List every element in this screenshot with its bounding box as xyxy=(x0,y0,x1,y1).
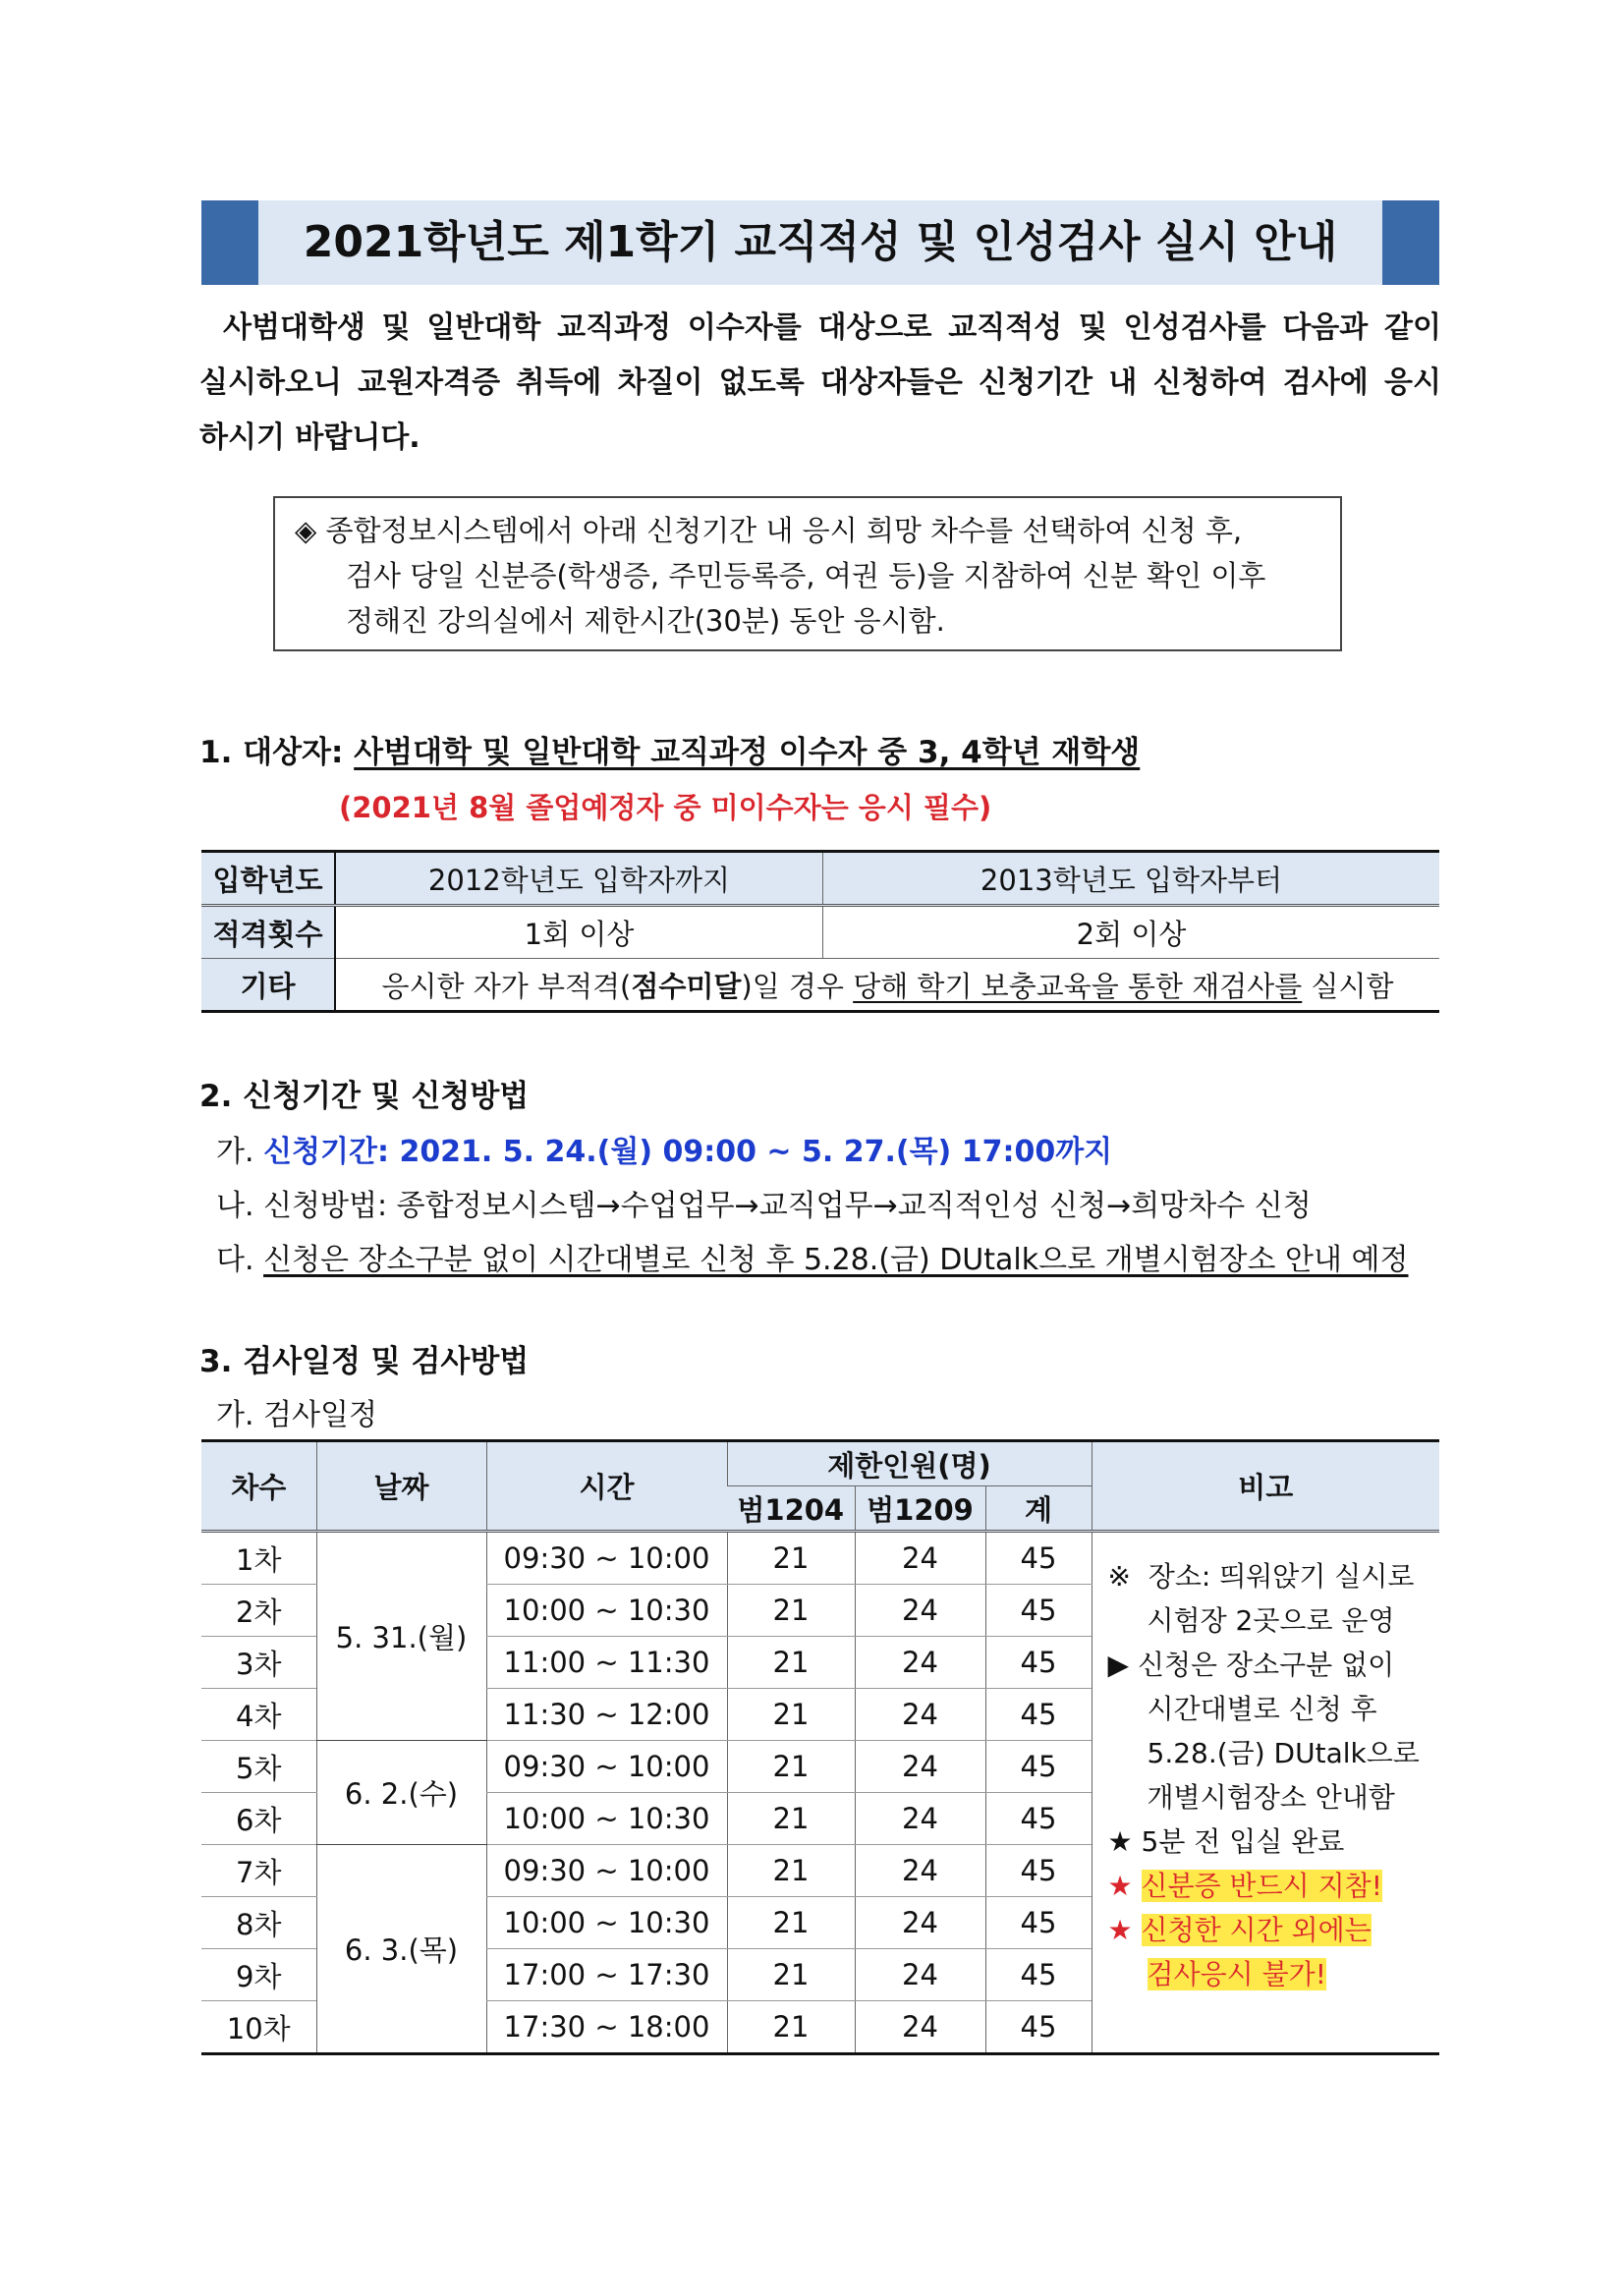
remarks-cell xyxy=(1092,1532,1439,2054)
header-time: 시간 xyxy=(486,1441,727,1532)
section3-heading: 3. 검사일정 및 검사방법 xyxy=(199,1344,530,1379)
section1-target: 사범대학 및 일반대학 교직과정 이수자 중 3, 4학년 재학생 xyxy=(354,735,1141,770)
cell-room2: 24 xyxy=(855,1637,985,1689)
section2-heading: 2. 신청기간 및 신청방법 xyxy=(199,1079,530,1114)
table-row xyxy=(201,1532,1439,1585)
remark-3-text: 5분 전 입실 완료 xyxy=(1141,1825,1345,1858)
cell-total: 45 xyxy=(985,1532,1092,1585)
remark-4 xyxy=(1108,1864,1434,1908)
cell-etc xyxy=(335,959,1439,1012)
remark-2-d: 개별시험장소 안내함 xyxy=(1147,1781,1395,1814)
red-star-icon: ★ xyxy=(1107,1914,1133,1946)
etc-text-c: 실시함 xyxy=(1302,969,1394,1003)
remark-1-b: 시험장 2곳으로 운영 xyxy=(1147,1604,1395,1637)
intro-line-3: 하시기 바랍니다. xyxy=(199,420,420,455)
red-star-icon: ★ xyxy=(1107,1870,1133,1902)
cell-total: 45 xyxy=(985,1949,1092,2001)
intro-line-2: 실시하오니 교원자격증 취득에 차질이 없도록 대상자들은 신청기간 내 신청하여 검사에 응시 xyxy=(199,365,1441,400)
cell-room1: 21 xyxy=(727,1845,855,1897)
cell-room1: 21 xyxy=(727,1741,855,1793)
cell-room2: 24 xyxy=(855,1689,985,1741)
cell-room2: 24 xyxy=(855,1741,985,1793)
title-banner xyxy=(201,200,1439,285)
cell-round: 1차 xyxy=(201,1532,316,1585)
section3-sub-a: 가. 검사일정 xyxy=(216,1398,377,1432)
cell-total: 45 xyxy=(985,1585,1092,1637)
cell-time: 09:30 ~ 10:00 xyxy=(486,1741,727,1793)
cell-round: 3차 xyxy=(201,1637,316,1689)
cell-count-2: 2회 이상 xyxy=(823,906,1440,959)
section2-item-c xyxy=(216,1235,1409,1278)
table-row xyxy=(201,959,1439,1012)
cell-room1: 21 xyxy=(727,2001,855,2054)
cell-total: 45 xyxy=(985,1845,1092,1897)
cell-date: 6. 3.(목) xyxy=(316,1845,486,2054)
remark-5 xyxy=(1108,1908,1434,1952)
remark-3 xyxy=(1108,1820,1434,1864)
intro-paragraph xyxy=(199,301,1441,411)
cell-room2: 24 xyxy=(855,2001,985,2054)
remark-5-b: 검사응시 불가! xyxy=(1147,1958,1326,1990)
cell-time: 10:00 ~ 10:30 xyxy=(486,1585,727,1637)
section1-note: (2021년 8월 졸업예정자 중 미이수자는 응시 필수) xyxy=(339,791,992,824)
remark-5-b-wrap xyxy=(1108,1952,1434,1996)
cell-total: 45 xyxy=(985,1741,1092,1793)
table-row xyxy=(201,852,1439,906)
header-room-1204: 범1204 xyxy=(727,1486,855,1532)
table-header-row xyxy=(201,1441,1439,1486)
cell-round: 4차 xyxy=(201,1689,316,1741)
cell-2013: 2013학년도 입학자부터 xyxy=(823,852,1440,906)
cell-room1: 21 xyxy=(727,1793,855,1845)
notice-text-1: 종합정보시스템에서 아래 신청기간 내 응시 희망 차수를 선택하여 신청 후, xyxy=(325,514,1243,547)
schedule-table xyxy=(201,1439,1439,2055)
item-c-prefix: 다. xyxy=(216,1243,254,1277)
cell-time: 17:30 ~ 18:00 xyxy=(486,2001,727,2054)
cell-total: 45 xyxy=(985,2001,1092,2054)
section2-item-a xyxy=(216,1127,1112,1170)
header-date: 날짜 xyxy=(316,1441,486,1532)
cell-time: 11:30 ~ 12:00 xyxy=(486,1689,727,1741)
remark-2-b: 시간대별로 신청 후 xyxy=(1147,1693,1377,1725)
notice-line-1 xyxy=(295,508,1320,553)
item-b-prefix: 나. xyxy=(216,1189,254,1223)
notice-line-2: 검사 당일 신분증(학생증, 주민등록증, 여권 등)을 지참하여 신분 확인 이후 xyxy=(346,559,1266,592)
remark-4-text: 신분증 반드시 지참! xyxy=(1141,1870,1382,1902)
cell-total: 45 xyxy=(985,1897,1092,1949)
cell-round: 10차 xyxy=(201,2001,316,2054)
remark-2 xyxy=(1108,1643,1434,1687)
row-header-count: 적격횟수 xyxy=(201,906,335,959)
cell-total: 45 xyxy=(985,1793,1092,1845)
cell-2012: 2012학년도 입학자까지 xyxy=(335,852,823,906)
notice-box xyxy=(273,496,1342,651)
cell-round: 6차 xyxy=(201,1793,316,1845)
notice-line-3: 정해진 강의실에서 제한시간(30분) 동안 응시함. xyxy=(346,604,945,638)
cell-room1: 21 xyxy=(727,1689,855,1741)
cell-count-1: 1회 이상 xyxy=(335,906,823,959)
remark-5-a: 신청한 시간 외에는 xyxy=(1141,1914,1372,1946)
star-icon: ★ xyxy=(1107,1825,1133,1858)
cell-round: 8차 xyxy=(201,1897,316,1949)
triangle-bullet-icon: ▶ xyxy=(1107,1649,1130,1681)
diamond-bullet-icon: ◈ xyxy=(295,514,317,547)
remark-2-c: 5.28.(금) DUtalk으로 xyxy=(1147,1737,1420,1769)
reference-mark-icon: ※ xyxy=(1107,1560,1131,1593)
row-header-entry-year: 입학년도 xyxy=(201,852,335,906)
remark-1-a: 장소: 띄워앉기 실시로 xyxy=(1148,1560,1415,1593)
etc-text-a: 응시한 자가 부적격( xyxy=(381,969,632,1003)
section1-label: 1. 대상자: xyxy=(199,735,344,770)
etc-text-underlined: 당해 학기 보충교육을 통한 재검사를 xyxy=(853,969,1303,1003)
cell-room2: 24 xyxy=(855,1897,985,1949)
cell-round: 9차 xyxy=(201,1949,316,2001)
page-title: 2021학년도 제1학기 교직적성 및 인성검사 실시 안내 xyxy=(303,217,1338,267)
section2-item-b xyxy=(216,1181,1312,1224)
etc-text-bold: 점수미달 xyxy=(631,969,742,1003)
table-row xyxy=(201,906,1439,959)
cell-date: 5. 31.(월) xyxy=(316,1532,486,1741)
banner-right-block xyxy=(1382,200,1439,285)
item-a-text: 신청기간: 2021. 5. 24.(월) 09:00 ~ 5. 27.(목) 17:00까지 xyxy=(263,1135,1113,1169)
cell-time: 09:30 ~ 10:00 xyxy=(486,1845,727,1897)
header-round: 차수 xyxy=(201,1441,316,1532)
cell-room1: 21 xyxy=(727,1897,855,1949)
cell-room2: 24 xyxy=(855,1845,985,1897)
cell-room1: 21 xyxy=(727,1949,855,2001)
cell-room1: 21 xyxy=(727,1637,855,1689)
row-header-etc: 기타 xyxy=(201,959,335,1012)
header-room-1209: 범1209 xyxy=(855,1486,985,1532)
cell-time: 11:00 ~ 11:30 xyxy=(486,1637,727,1689)
item-c-text: 신청은 장소구분 없이 시간대별로 신청 후 5.28.(금) DUtalk으로 개별시험장소 안내 예정 xyxy=(263,1243,1409,1277)
cell-room2: 24 xyxy=(855,1793,985,1845)
cell-total: 45 xyxy=(985,1637,1092,1689)
etc-text-b: )일 경우 xyxy=(741,969,854,1003)
cell-room1: 21 xyxy=(727,1532,855,1585)
item-b-text: 신청방법: 종합정보시스템→수업업무→교직업무→교직적인성 신청→희망차수 신청 xyxy=(263,1189,1312,1223)
cell-room2: 24 xyxy=(855,1585,985,1637)
cell-round: 2차 xyxy=(201,1585,316,1637)
intro-line-1: 사범대학생 및 일반대학 교직과정 이수자를 대상으로 교직적성 및 인성검사를 다음과 같이 xyxy=(223,310,1441,345)
cell-room1: 21 xyxy=(727,1585,855,1637)
cell-room2: 24 xyxy=(855,1532,985,1585)
header-capacity: 제한인원(명) xyxy=(727,1441,1092,1486)
cell-time: 09:30 ~ 10:00 xyxy=(486,1532,727,1585)
cell-time: 17:00 ~ 17:30 xyxy=(486,1949,727,2001)
remark-1 xyxy=(1108,1554,1434,1598)
header-remarks: 비고 xyxy=(1092,1441,1439,1532)
cell-round: 5차 xyxy=(201,1741,316,1793)
remark-2-a: 신청은 장소구분 없이 xyxy=(1137,1649,1395,1681)
cell-total: 45 xyxy=(985,1689,1092,1741)
header-total: 계 xyxy=(985,1486,1092,1532)
section1-heading xyxy=(199,727,1140,771)
item-a-prefix: 가. xyxy=(216,1135,254,1169)
cell-time: 10:00 ~ 10:30 xyxy=(486,1897,727,1949)
cell-round: 7차 xyxy=(201,1845,316,1897)
banner-left-block xyxy=(201,200,258,285)
cell-time: 10:00 ~ 10:30 xyxy=(486,1793,727,1845)
eligibility-table xyxy=(201,850,1439,1013)
cell-date: 6. 2.(수) xyxy=(316,1741,486,1845)
cell-room2: 24 xyxy=(855,1949,985,2001)
